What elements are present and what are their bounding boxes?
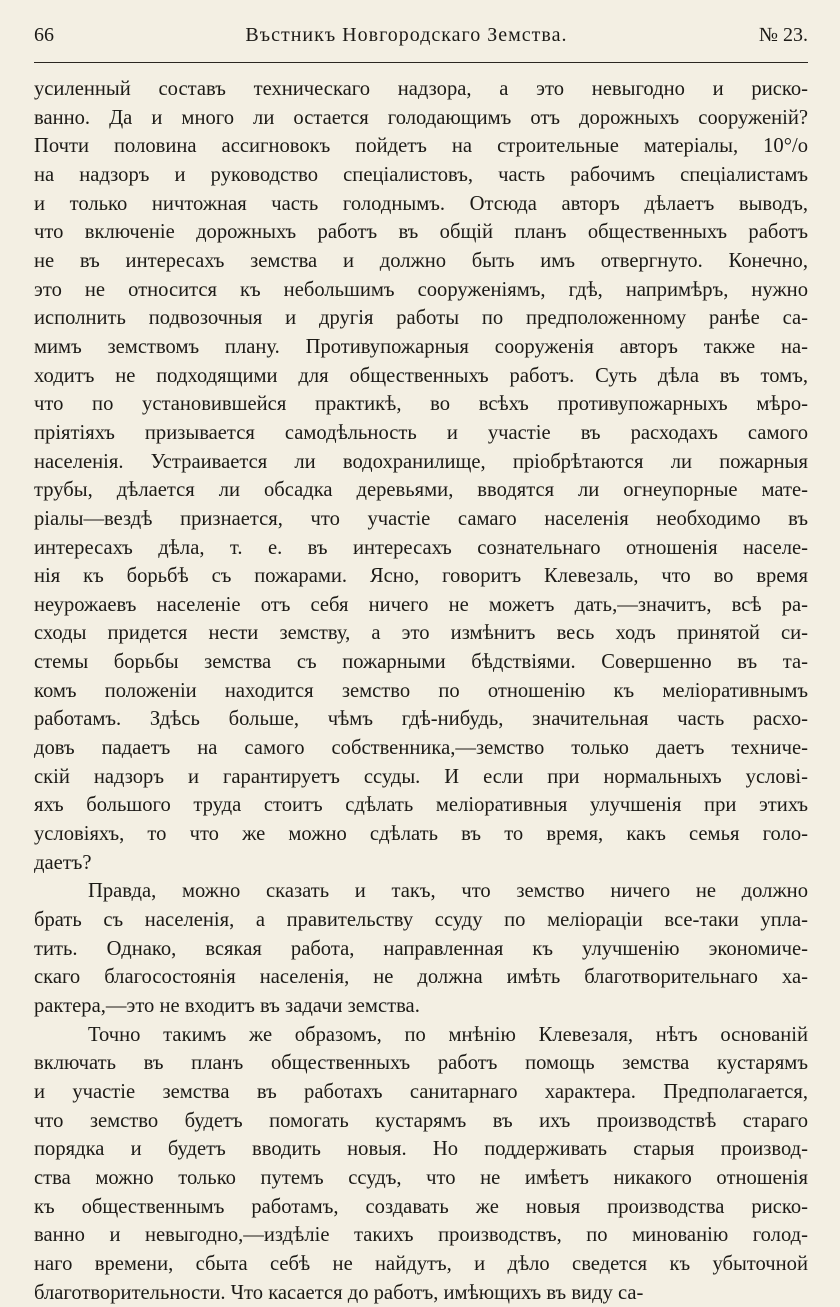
- text-line: неурожаевъ населеніе отъ себя ничего не можетъ дать,—значитъ, всѣ ра-: [34, 593, 808, 616]
- text-line: Правда, можно сказать и такъ, что земство ничего не должно: [88, 880, 808, 903]
- text-line: ходитъ не подходящими для общественныхъ работъ. Суть дѣла въ томъ,: [34, 364, 808, 387]
- text-line: интересахъ дѣла, т. е. въ интересахъ сознательнаго отношенія населе-: [34, 536, 808, 559]
- text-line: комъ положеніи находится земство по отношенію къ меліоративнымъ: [34, 679, 808, 702]
- text-line: работамъ. Здѣсь больше, чѣмъ гдѣ-нибудь, значительная часть расхо-: [34, 708, 808, 731]
- text-line: ства можно только путемъ ссудъ, что не имѣетъ никакого отношенія: [34, 1166, 808, 1189]
- text-line: къ общественнымъ работамъ, создавать же новыя производства риско-: [34, 1195, 808, 1218]
- paragraph: [34, 877, 808, 1020]
- journal-title: Въстникъ Новгородскаго Земства.: [245, 24, 568, 46]
- page-header: [34, 22, 808, 52]
- text-line: ріалы—вездѣ признается, что участіе самаго населенія необходимо въ: [34, 507, 808, 530]
- text-line: ванно. Да и много ли остается голодающимъ отъ дорожныхъ сооруженій?: [34, 106, 808, 129]
- header-rule: [34, 62, 808, 63]
- text-line: включать въ планъ общественныхъ работъ помощь земства кустарямъ: [34, 1052, 808, 1075]
- text-line: брать съ населенія, а правительству ссуду по меліораціи все-таки упла-: [34, 909, 808, 932]
- text-line: порядка и будетъ вводить новыя. Но поддерживать старыя производ-: [34, 1138, 808, 1161]
- page-number: 66: [34, 24, 54, 46]
- text-line: сходы придется нести земству, а это измѣнитъ весь ходъ принятой си-: [34, 622, 808, 645]
- text-line: что по установившейся практикѣ, во всѣхъ противупожарныхъ мѣро-: [34, 393, 808, 416]
- text-line: условіяхъ, то что же можно сдѣлать въ то время, какъ семья голо-: [34, 823, 808, 846]
- text-line: Точно такимъ же образомъ, по мнѣнію Клевезаля, нѣтъ основаній: [88, 1023, 808, 1046]
- text-line: благотворительности. Что касается до работъ, имѣющихъ въ виду са-: [34, 1281, 644, 1304]
- text-line: Почти половина ассигновокъ пойдетъ на строительные матеріалы, 10°/о: [34, 135, 808, 158]
- text-line: и участіе земства въ работахъ санитарнаго характера. Предполагается,: [34, 1080, 808, 1103]
- text-line: даетъ?: [34, 851, 92, 874]
- text-line: населенія. Устраивается ли водохранилище, пріобрѣтаются ли пожарныя: [34, 450, 808, 473]
- text-line: скій надзоръ и гарантируетъ ссуды. И если при нормальныхъ услові-: [34, 765, 808, 788]
- article-body: [34, 75, 808, 1307]
- text-line: ванно и невыгодно,—издѣліе такихъ производствъ, по минованію голод-: [34, 1224, 808, 1247]
- text-line: пріятіяхъ призывается самодѣльность и участіе въ расходахъ самого: [34, 421, 808, 444]
- text-line: и только ничтожная часть голоднымъ. Отсюда авторъ дѣлаетъ выводъ,: [34, 192, 808, 215]
- text-line: тить. Однако, всякая работа, направленная къ улучшенію экономиче-: [34, 937, 808, 960]
- text-line: усиленный составъ техническаго надзора, а это невыгодно и риско-: [34, 78, 808, 100]
- text-line: это не относится къ небольшимъ сооруженіямъ, гдѣ, напримѣръ, нужно: [34, 278, 808, 301]
- text-line: стемы борьбы земства съ пожарными бѣдствіями. Совершенно въ та-: [34, 651, 808, 674]
- text-line: яхъ большого труда стоитъ сдѣлать меліоративныя улучшенія при этихъ: [34, 794, 808, 817]
- text-line: нія къ борьбѣ съ пожарами. Ясно, говоритъ Клевезаль, что во время: [34, 565, 808, 588]
- paragraph: [34, 75, 808, 877]
- text-line: трубы, дѣлается ли обсадка деревьями, вводятся ли огнеупорные мате-: [34, 479, 808, 502]
- paragraph: [34, 1021, 808, 1307]
- text-line: что земство будетъ помогать кустарямъ въ ихъ производствѣ стараго: [34, 1109, 808, 1132]
- text-line: скаго благосостоянія населенія, не должна имѣть благотворительнаго ха-: [34, 966, 808, 989]
- text-line: исполнить подвозочныя и другія работы по предположенному ранѣе са-: [34, 307, 808, 330]
- text-line: рактера,—это не входитъ въ задачи земства.: [34, 995, 420, 1017]
- text-line: что включеніе дорожныхъ работъ въ общій планъ общественныхъ работъ: [34, 221, 808, 244]
- text-line: довъ падаетъ на самого собственника,—земство только даетъ техниче-: [34, 737, 808, 760]
- text-line: на надзоръ и руководство спеціалистовъ, часть рабочимъ спеціалистамъ: [34, 163, 808, 186]
- text-line: не въ интересахъ земства и должно быть имъ отвергнуто. Конечно,: [34, 249, 808, 272]
- text-line: наго времени, сбыта себѣ не найдутъ, и дѣло сведется къ убыточной: [34, 1252, 808, 1275]
- text-line: мимъ земствомъ плану. Противупожарныя сооруженія авторъ также на-: [34, 335, 808, 358]
- issue-number: № 23.: [758, 24, 808, 46]
